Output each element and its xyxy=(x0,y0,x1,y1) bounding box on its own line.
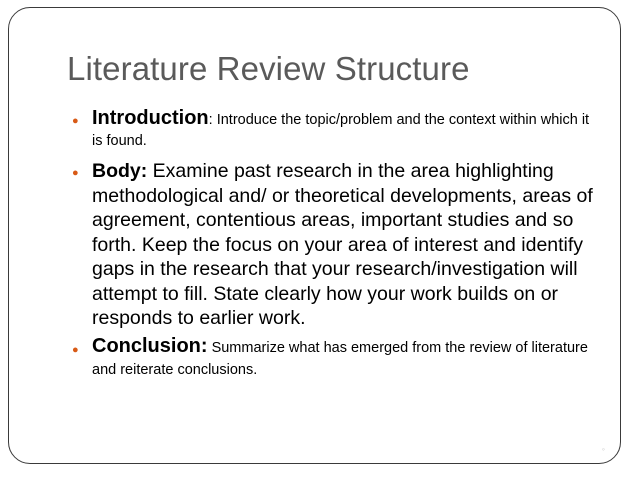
bullet-circle-icon: ● xyxy=(72,343,79,356)
bullet-list xyxy=(72,108,602,381)
bullet-circle-icon: ● xyxy=(72,115,79,127)
slide-title: Literature Review Structure xyxy=(67,50,470,87)
bullet-circle-icon: ● xyxy=(72,167,79,179)
bullet-body-text: Examine past research in the area highlighting methodological and/ or theoretical developments, areas of agreement, contentious areas, important studies and so forth. Keep the focus on your area of interest and identify gaps in the research that your research/investigation will attempt to fill. State clearly how your work builds on or responds to earlier work. xyxy=(92,160,593,329)
bullet-text xyxy=(92,335,602,381)
page-corner-mark: ◦ xyxy=(601,444,605,454)
bullet-text xyxy=(92,108,602,152)
bullet-heading: Body: xyxy=(92,160,148,182)
bullet-heading: Introduction xyxy=(92,107,209,129)
bullet-body-text: : Introduce the topic/problem and the context within which it is found. xyxy=(92,112,590,149)
bullet-heading: Conclusion: xyxy=(92,334,208,357)
bullet-introduction xyxy=(72,108,602,152)
bullet-text xyxy=(92,159,602,331)
bullet-body-text: Summarize what has emerged from the review of literature and reiterate conclusions. xyxy=(92,339,588,378)
bullet-body xyxy=(72,159,602,331)
bullet-conclusion xyxy=(72,335,602,381)
